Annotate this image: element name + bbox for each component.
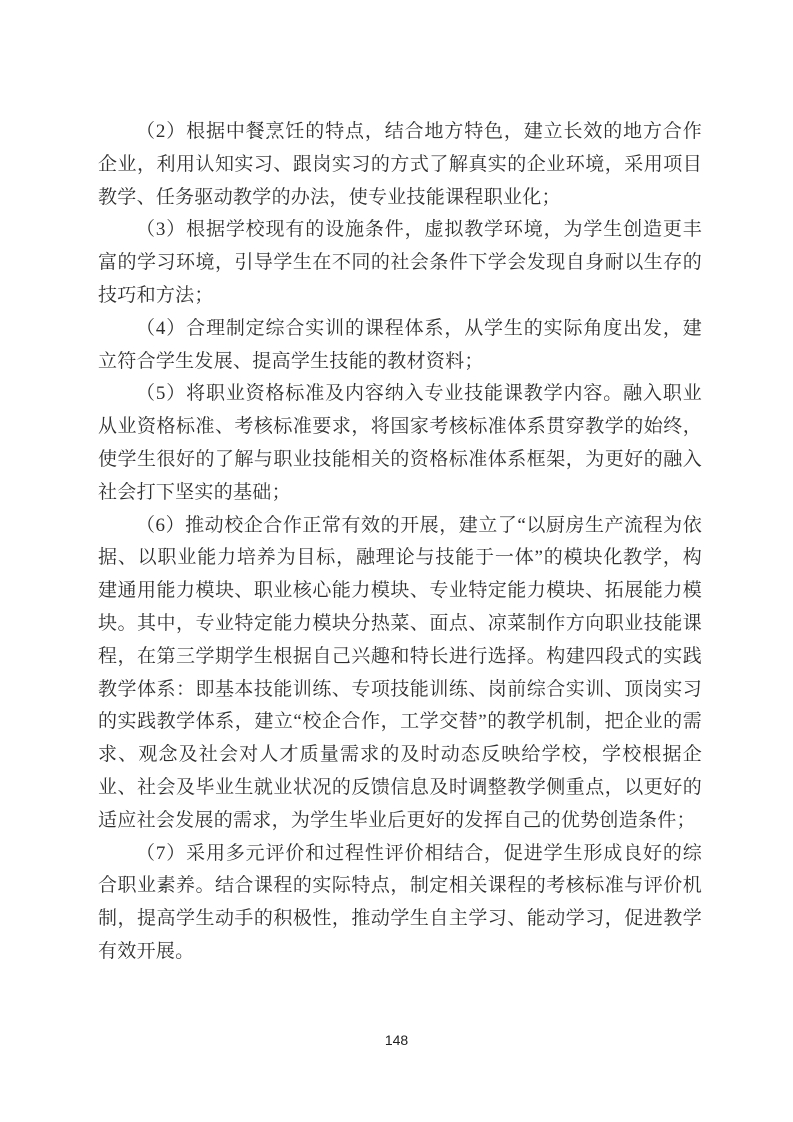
paragraph-6: （6）推动校企合作正常有效的开展，建立了“以厨房生产流程为依据、以职业能力培养为目标，融理论与技能于一体”的模块化教学，构建通用能力模块、职业核心能力模块、专业特定能力模块、拓展能力模块。其中，专业特定能力模块分热菜、面点、凉菜制作方向职业技能课程，在第三学期学生根据自己兴趣和特长进行选择。构建四段式的实践教学体系：即基本技能训练、专项技能训练、岗前综合实训、顶岗实习的实践教学体系，建立“校企合作，工学交替”的教学机制，把企业的需求、观念及社会对人才质量需求的及时动态反映给学校，学校根据企业、社会及毕业生就业状况的反馈信息及时调整教学侧重点，以更好的适应社会发展的需求，为学生毕业后更好的发挥自己的优势创造条件； (98, 514, 702, 831)
page-number: 148 (384, 1032, 409, 1048)
text-body (98, 116, 702, 969)
paragraph-5: （5）将职业资格标准及内容纳入专业技能课教学内容。融入职业从业资格标准、考核标准要求，将国家考核标准体系贯穿教学的始终，使学生很好的了解与职业技能相关的资格标准体系框架，为更好的融入社会打下坚实的基础； (98, 383, 702, 503)
paragraph-7: （7）采用多元评价和过程性评价相结合，促进学生形成良好的综合职业素养。结合课程的实际特点，制定相关课程的考核标准与评价机制，提高学生动手的积极性，推动学生自主学习、能动学习，促进教学有效开展。 (98, 842, 702, 962)
paragraph-4: （4）合理制定综合实训的课程体系，从学生的实际角度出发，建立符合学生发展、提高学生技能的教材资料； (98, 317, 702, 372)
paragraph-3: （3）根据学校现有的设施条件，虚拟教学环境，为学生创造更丰富的学习环境，引导学生在不同的社会条件下学会发现自身耐以生存的技巧和方法； (98, 219, 702, 306)
paragraph-2: （2）根据中餐烹饪的特点，结合地方特色，建立长效的地方合作企业，利用认知实习、跟岗实习的方式了解真实的企业环境，采用项目教学、任务驱动教学的办法，使专业技能课程职业化； (98, 121, 702, 208)
